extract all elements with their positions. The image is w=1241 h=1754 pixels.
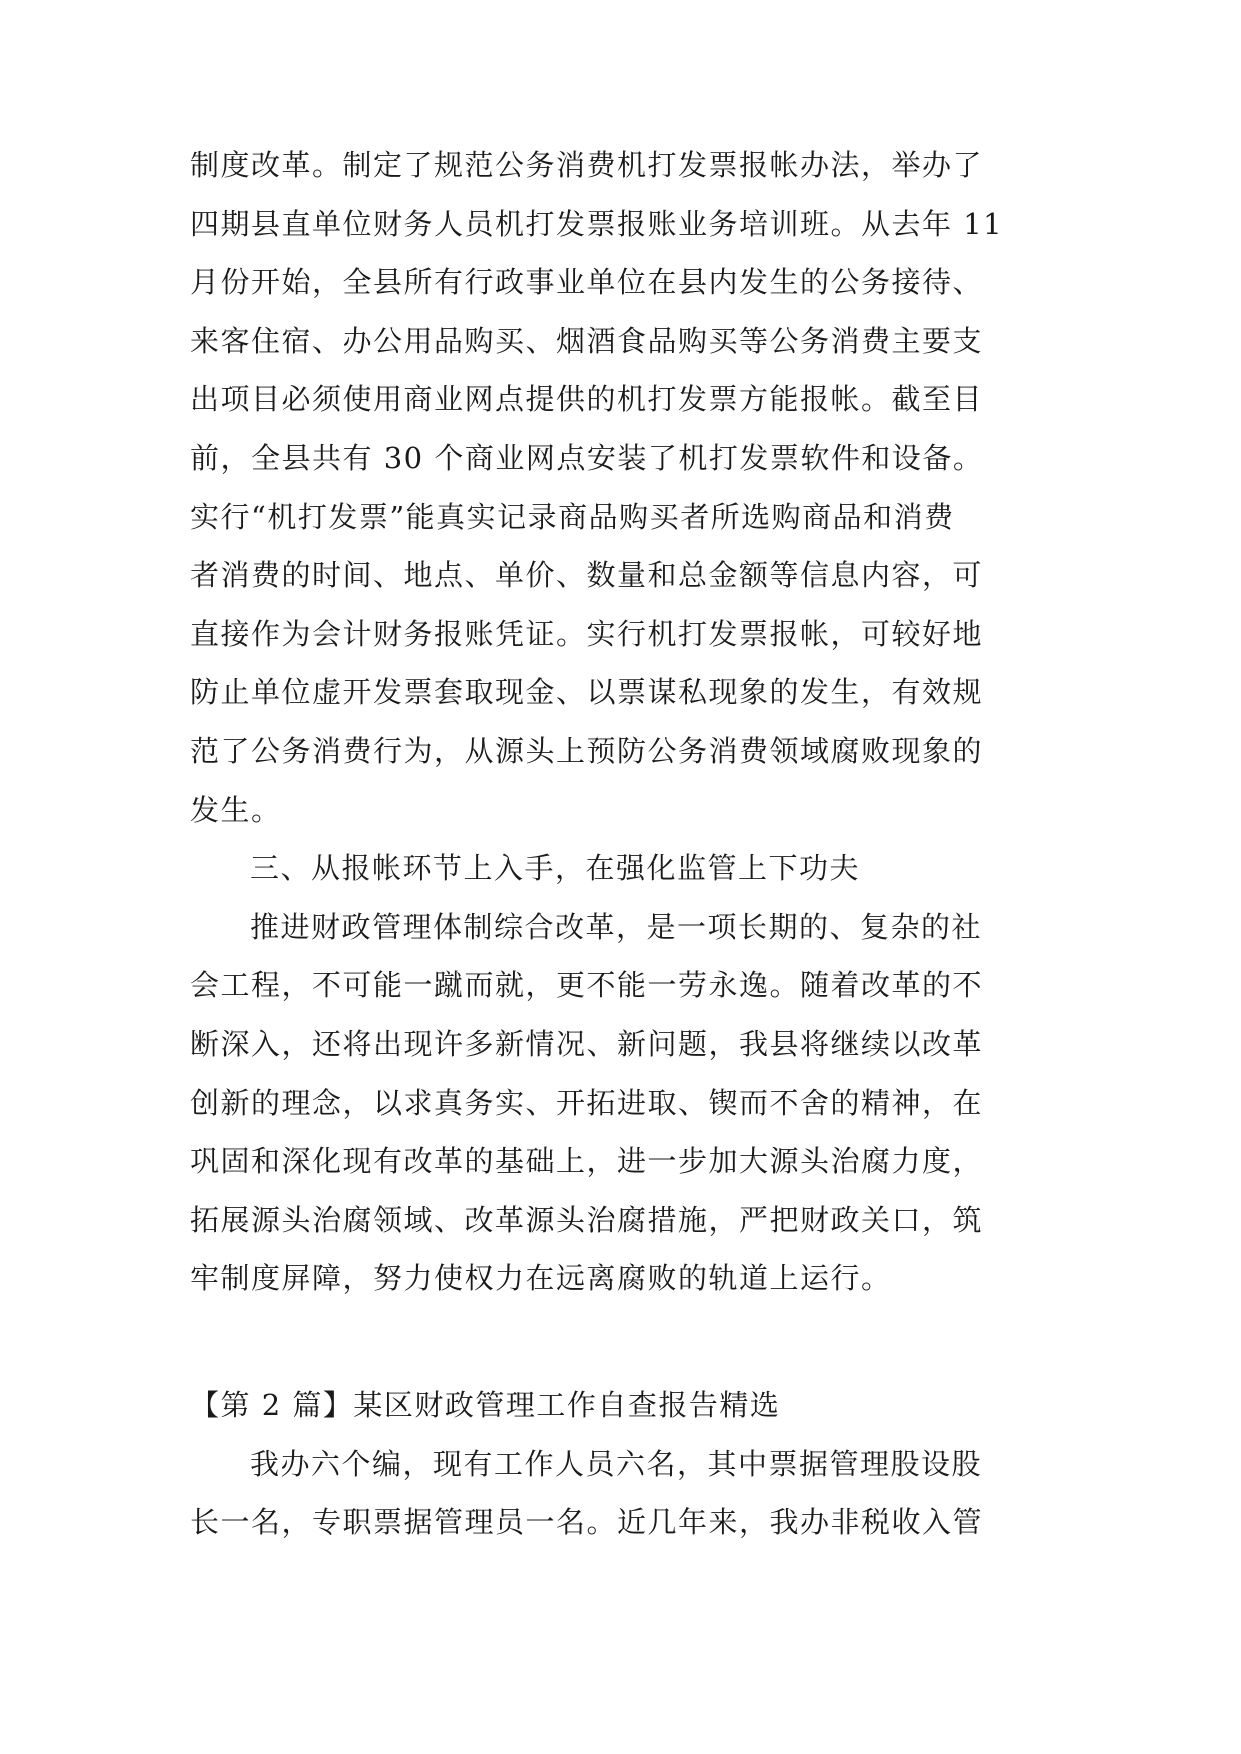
paragraph-line: 月份开始，全县所有行政事业单位在县内发生的公务接待、 (190, 265, 984, 300)
paragraph-line: 拓展源头治腐领域、改革源头治腐措施，严把财政关口，筑 (190, 1202, 984, 1237)
paragraph-line: 会工程，不可能一蹴而就，更不能一劳永逸。随着改革的不 (190, 968, 984, 1003)
paragraph-line: 断深入，还将出现许多新情况、新问题，我县将继续以改革 (190, 1026, 984, 1061)
paragraph-line: 创新的理念，以求真务实、开拓进取、锲而不舍的精神，在 (190, 1085, 984, 1120)
article-2-title: 【第 2 篇】某区财政管理工作自查报告精选 (190, 1388, 781, 1422)
paragraph-line: 出项目必须使用商业网点提供的机打发票方能报帐。截至目 (190, 382, 984, 417)
section-three-heading: 三、从报帐环节上入手，在强化监管上下功夫 (250, 851, 861, 886)
paragraph-line: 防止单位虚开发票套取现金、以票谋私现象的发生，有效规 (190, 675, 984, 710)
paragraph-line: 我办六个编，现有工作人员六名，其中票据管理股设股 (250, 1446, 983, 1481)
paragraph-line: 长一名，专职票据管理员一名。近几年来，我办非税收入管 (190, 1505, 984, 1540)
paragraph-line: 前，全县共有 30 个商业网点安装了机打发票软件和设备。 (190, 440, 984, 475)
paragraph-line: 制度改革。制定了规范公务消费机打发票报帐办法，举办了 (190, 148, 984, 182)
paragraph-line: 发生。 (190, 792, 282, 827)
section-a-paragraph (190, 136, 1050, 1308)
paragraph-line: 巩固和深化现有改革的基础上，进一步加大源头治腐力度， (190, 1144, 984, 1179)
paragraph-line: 直接作为会计财务报账凭证。实行机打发票报帐，可较好地 (190, 616, 984, 651)
paragraph-line: 来客住宿、办公用品购买、烟酒食品购买等公务消费主要支 (190, 323, 984, 358)
paragraph-line: 实行“机打发票”能真实记录商品购买者所选购商品和消费 (190, 499, 955, 534)
paragraph-line: 四期县直单位财务人员机打发票报账业务培训班。从去年 11 (190, 206, 1004, 241)
paragraph-line: 者消费的时间、地点、单价、数量和总金额等信息内容，可 (190, 558, 984, 593)
paragraph-line: 范了公务消费行为，从源头上预防公务消费领域腐败现象的 (190, 733, 984, 768)
paragraph-line: 推进财政管理体制综合改革，是一项长期的、复杂的社 (250, 909, 983, 944)
paragraph-line: 牢制度屏障，努力使权力在远离腐败的轨道上运行。 (190, 1261, 892, 1296)
article-2 (190, 1376, 1050, 1552)
